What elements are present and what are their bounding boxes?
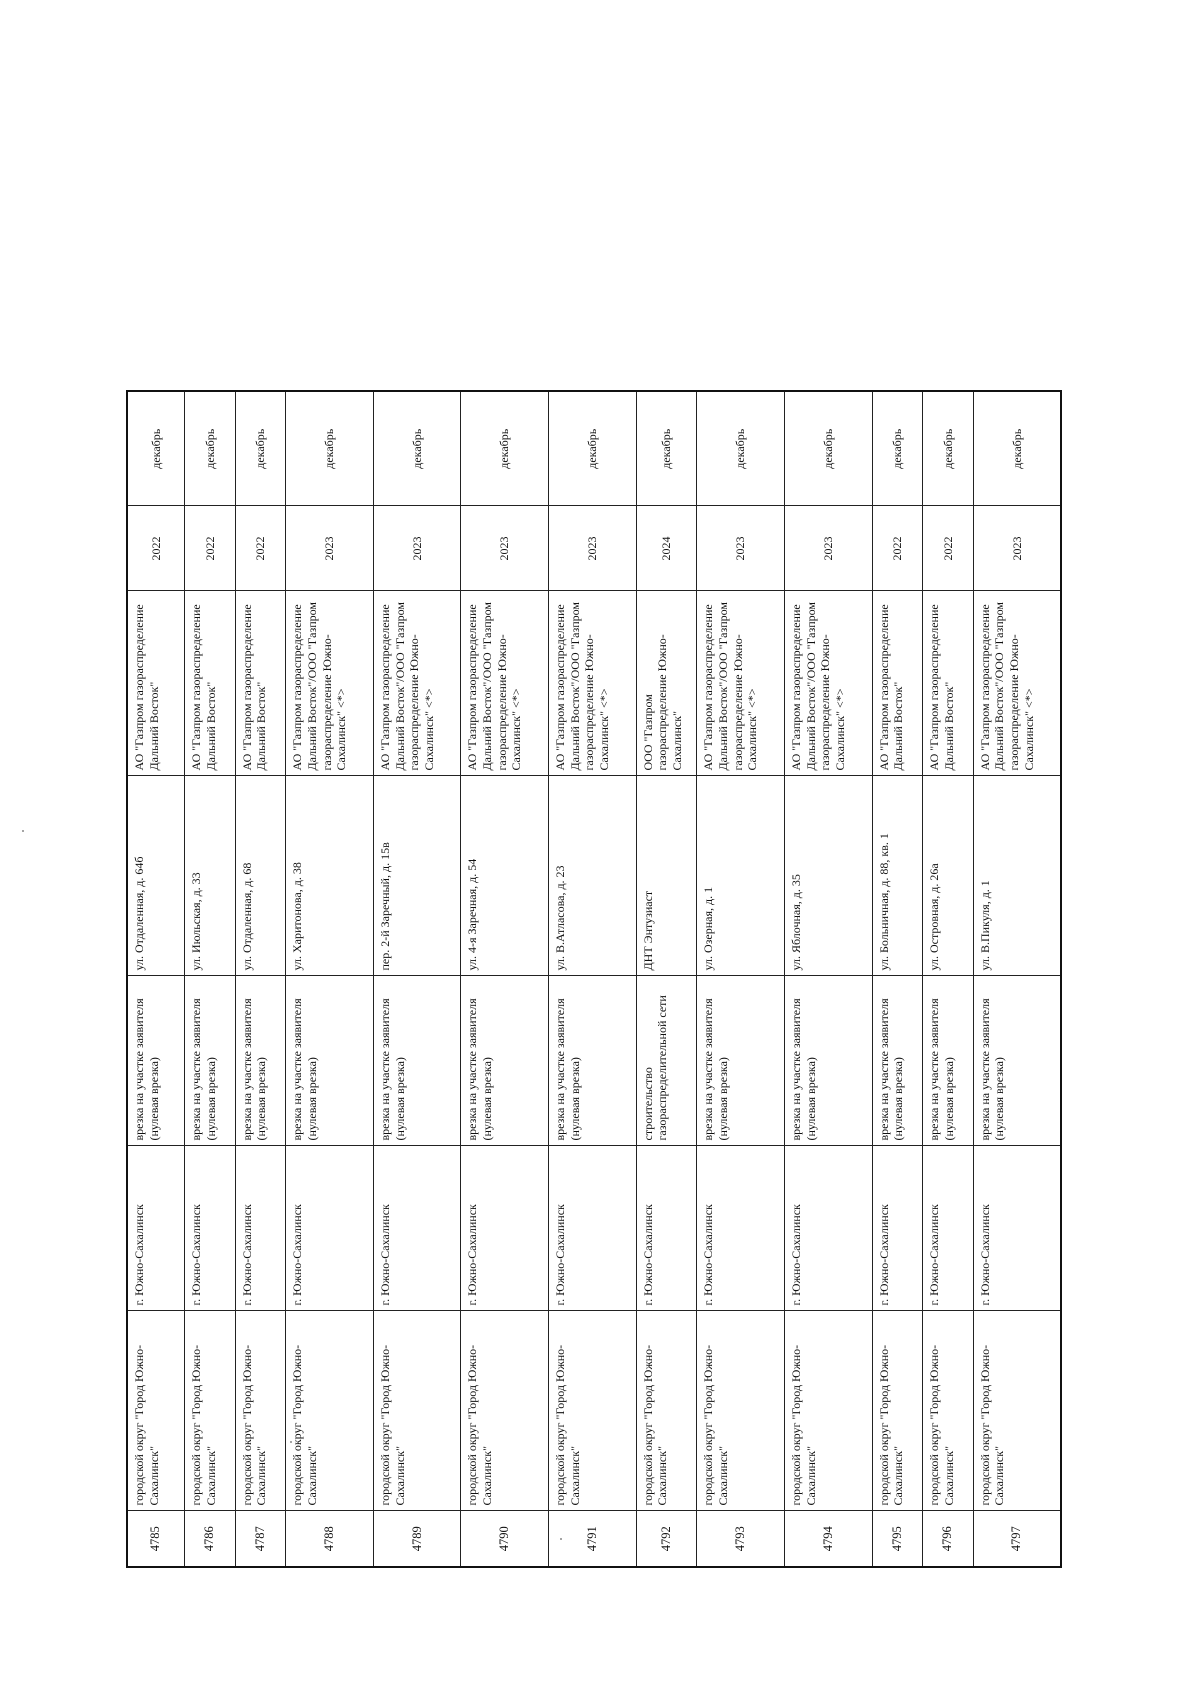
address-cell: ул. Островная, д. 26а — [923, 776, 974, 976]
table-row — [923, 391, 974, 1567]
scan-speck — [22, 830, 24, 832]
month-cell: декабрь — [373, 391, 461, 506]
work-type-cell: врезка на участке заявителя (нулевая врезка) — [872, 976, 923, 1146]
address-cell: ул. В.Атласова, д. 23 — [549, 776, 637, 976]
year-cell: 2022 — [872, 506, 923, 591]
district-cell: городской округ "Город Южно-Сахалинск" — [784, 1311, 872, 1511]
month-cell: декабрь — [636, 391, 697, 506]
organization-cell: АО "Газпром газораспределение Дальний Восток"/ООО "Газпром газораспределение Южно-Сахалинск" <*> — [373, 591, 461, 776]
city-cell: г. Южно-Сахалинск — [373, 1146, 461, 1311]
work-type-cell: врезка на участке заявителя (нулевая врезка) — [373, 976, 461, 1146]
organization-cell: АО "Газпром газораспределение Дальний Восток" — [872, 591, 923, 776]
work-type-cell: врезка на участке заявителя (нулевая врезка) — [549, 976, 637, 1146]
table-row — [286, 391, 374, 1567]
city-cell: г. Южно-Сахалинск — [461, 1146, 549, 1311]
table-row — [127, 391, 185, 1567]
work-type-cell: врезка на участке заявителя (нулевая врезка) — [973, 976, 1061, 1146]
city-cell: г. Южно-Сахалинск — [286, 1146, 374, 1311]
address-cell: ул. В.Пикуля, д. 1 — [973, 776, 1061, 976]
work-type-cell: врезка на участке заявителя (нулевая врезка) — [127, 976, 185, 1146]
address-cell: ул. Озерная, д. 1 — [697, 776, 785, 976]
year-cell: 2023 — [973, 506, 1061, 591]
district-cell: городской округ "Город Южно-Сахалинск" — [185, 1311, 236, 1511]
row-number: 4794 — [784, 1511, 872, 1567]
organization-cell: АО "Газпром газораспределение Дальний Восток"/ООО "Газпром газораспределение Южно-Сахалинск" <*> — [697, 591, 785, 776]
rotated-table-container — [126, 392, 1062, 1568]
table-row — [697, 391, 785, 1567]
address-cell: ул. Яблочная, д. 35 — [784, 776, 872, 976]
month-cell: декабрь — [185, 391, 236, 506]
year-cell: 2022 — [185, 506, 236, 591]
gasification-table — [126, 390, 1062, 1568]
city-cell: г. Южно-Сахалинск — [784, 1146, 872, 1311]
year-cell: 2023 — [697, 506, 785, 591]
organization-cell: АО "Газпром газораспределение Дальний Восток" — [923, 591, 974, 776]
table-row — [185, 391, 236, 1567]
month-cell: декабрь — [286, 391, 374, 506]
district-cell: городской округ "Город Южно-Сахалинск" — [923, 1311, 974, 1511]
city-cell: г. Южно-Сахалинск — [923, 1146, 974, 1311]
city-cell: г. Южно-Сахалинск — [872, 1146, 923, 1311]
year-cell: 2023 — [784, 506, 872, 591]
city-cell: г. Южно-Сахалинск — [973, 1146, 1061, 1311]
row-number: 4793 — [697, 1511, 785, 1567]
address-cell: ул. 4-я Заречная, д. 54 — [461, 776, 549, 976]
year-cell: 2023 — [461, 506, 549, 591]
work-type-cell: врезка на участке заявителя (нулевая врезка) — [235, 976, 286, 1146]
month-cell: декабрь — [923, 391, 974, 506]
address-cell: ул. Отдаленная, д. 68 — [235, 776, 286, 976]
work-type-cell: врезка на участке заявителя (нулевая врезка) — [923, 976, 974, 1146]
year-cell: 2023 — [286, 506, 374, 591]
row-number: 4785 — [127, 1511, 185, 1567]
organization-cell: АО "Газпром газораспределение Дальний Восток"/ООО "Газпром газораспределение Южно-Сахалинск" <*> — [549, 591, 637, 776]
address-cell: ул. Отдаленная, д. 64б — [127, 776, 185, 976]
month-cell: декабрь — [461, 391, 549, 506]
year-cell: 2024 — [636, 506, 697, 591]
work-type-cell: врезка на участке заявителя (нулевая врезка) — [784, 976, 872, 1146]
month-cell: декабрь — [784, 391, 872, 506]
district-cell: городской округ "Город Южно-Сахалинск" — [973, 1311, 1061, 1511]
organization-cell: АО "Газпром газораспределение Дальний Восток"/ООО "Газпром газораспределение Южно-Сахалинск" <*> — [461, 591, 549, 776]
city-cell: г. Южно-Сахалинск — [185, 1146, 236, 1311]
table-row — [373, 391, 461, 1567]
year-cell: 2023 — [549, 506, 637, 591]
row-number: 4790 — [461, 1511, 549, 1567]
district-cell: городской округ "Город Южно-Сахалинск" — [461, 1311, 549, 1511]
row-number: 4787 — [235, 1511, 286, 1567]
district-cell: городской округ "Город Южно-Сахалинск" — [549, 1311, 637, 1511]
row-number: 4788 — [286, 1511, 374, 1567]
work-type-cell: врезка на участке заявителя (нулевая врезка) — [286, 976, 374, 1146]
work-type-cell: строительство газораспределительной сети — [636, 976, 697, 1146]
city-cell: г. Южно-Сахалинск — [697, 1146, 785, 1311]
year-cell: 2022 — [235, 506, 286, 591]
row-number: 4791 — [549, 1511, 637, 1567]
table-row — [549, 391, 637, 1567]
district-cell: городской округ "Город Южно-Сахалинск" — [127, 1311, 185, 1511]
table-row — [461, 391, 549, 1567]
table-row — [636, 391, 697, 1567]
district-cell: городской округ "Город Южно-Сахалинск" — [373, 1311, 461, 1511]
city-cell: г. Южно-Сахалинск — [235, 1146, 286, 1311]
row-number: 4797 — [973, 1511, 1061, 1567]
organization-cell: АО "Газпром газораспределение Дальний Восток" — [185, 591, 236, 776]
district-cell: городской округ "Город Южно-Сахалинск" — [286, 1311, 374, 1511]
address-cell: ул. Июльская, д. 33 — [185, 776, 236, 976]
organization-cell: АО "Газпром газораспределение Дальний Восток"/ООО "Газпром газораспределение Южно-Сахалинск" <*> — [784, 591, 872, 776]
organization-cell: АО "Газпром газораспределение Дальний Восток"/ООО "Газпром газораспределение Южно-Сахалинск" <*> — [286, 591, 374, 776]
table-row — [872, 391, 923, 1567]
district-cell: городской округ "Город Южно-Сахалинск" — [872, 1311, 923, 1511]
row-number: 4789 — [373, 1511, 461, 1567]
month-cell: декабрь — [127, 391, 185, 506]
year-cell: 2022 — [923, 506, 974, 591]
work-type-cell: врезка на участке заявителя (нулевая врезка) — [461, 976, 549, 1146]
work-type-cell: врезка на участке заявителя (нулевая врезка) — [185, 976, 236, 1146]
organization-cell: ООО "Газпром газораспределение Южно-Сахалинск" — [636, 591, 697, 776]
organization-cell: АО "Газпром газораспределение Дальний Восток" — [235, 591, 286, 776]
district-cell: городской округ "Город Южно-Сахалинск" — [636, 1311, 697, 1511]
row-number: 4786 — [185, 1511, 236, 1567]
organization-cell: АО "Газпром газораспределение Дальний Восток"/ООО "Газпром газораспределение Южно-Сахалинск" <*> — [973, 591, 1061, 776]
table-body — [127, 391, 1061, 1567]
month-cell: декабрь — [697, 391, 785, 506]
city-cell: г. Южно-Сахалинск — [127, 1146, 185, 1311]
table-row — [973, 391, 1061, 1567]
organization-cell: АО "Газпром газораспределение Дальний Восток" — [127, 591, 185, 776]
table-row — [784, 391, 872, 1567]
address-cell: ул. Больничная, д. 88, кв. 1 — [872, 776, 923, 976]
work-type-cell: врезка на участке заявителя (нулевая врезка) — [697, 976, 785, 1146]
table-row — [235, 391, 286, 1567]
row-number: 4795 — [872, 1511, 923, 1567]
year-cell: 2023 — [373, 506, 461, 591]
row-number: 4796 — [923, 1511, 974, 1567]
address-cell: ул. Харитонова, д. 38 — [286, 776, 374, 976]
year-cell: 2022 — [127, 506, 185, 591]
month-cell: декабрь — [549, 391, 637, 506]
city-cell: г. Южно-Сахалинск — [549, 1146, 637, 1311]
month-cell: декабрь — [872, 391, 923, 506]
month-cell: декабрь — [973, 391, 1061, 506]
address-cell: пер. 2-й Заречный, д. 15в — [373, 776, 461, 976]
month-cell: декабрь — [235, 391, 286, 506]
district-cell: городской округ "Город Южно-Сахалинск" — [697, 1311, 785, 1511]
district-cell: городской округ "Город Южно-Сахалинск" — [235, 1311, 286, 1511]
city-cell: г. Южно-Сахалинск — [636, 1146, 697, 1311]
row-number: 4792 — [636, 1511, 697, 1567]
address-cell: ДНТ Энтузиаст — [636, 776, 697, 976]
